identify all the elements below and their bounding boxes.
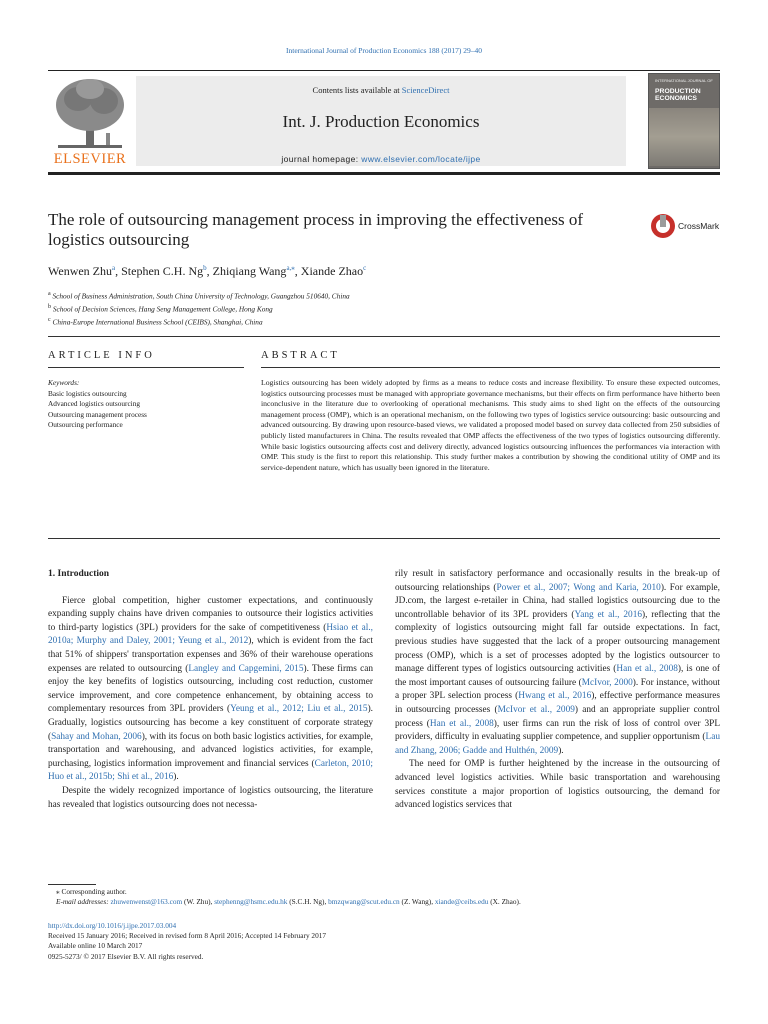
citation-link[interactable]: Han et al., 2008 [429, 718, 494, 729]
citation-link[interactable]: Lau and Zhang, 2006; Gadde and Hulthén, 2009 [395, 732, 720, 756]
cover-image [649, 108, 719, 166]
email-label: E-mail addresses: [56, 897, 111, 907]
masthead-center [136, 76, 626, 166]
text-run: rily result in satisfactory performance and occasionally results in the break-up of outsourcing relationships ( [395, 569, 720, 593]
copyright: 0925-5273/ © 2017 Elsevier B.V. All rights reserved. [48, 951, 204, 961]
citation-link[interactable]: McIvor, 2000 [581, 677, 633, 688]
text-run: ), user firms can run the risk of loss of control over 3PL providers, difficulty in evaluating supplier competence, and supplier opportunism ( [395, 718, 721, 743]
keyword: Outsourcing management process [48, 409, 147, 419]
body-column-left [48, 568, 373, 812]
keywords-label: Keywords: [48, 378, 80, 387]
affiliation-text: School of Decision Sciences, Hang Seng Management College, Hong Kong [52, 304, 273, 314]
citation-link[interactable]: Power et al., 2007; Wong and Karia, 2010 [496, 582, 661, 593]
footnote-rule [48, 884, 96, 885]
text-run: ), is one of the most important causes of outsourcing failure ( [395, 664, 720, 688]
divider [48, 336, 720, 337]
sciencedirect-link[interactable]: ScienceDirect [401, 85, 450, 95]
received-dates: Received 15 January 2016; Received in revised form 8 April 2016; Accepted 14 February 2017 [48, 931, 327, 941]
paragraph [395, 758, 720, 812]
affiliations [48, 289, 350, 328]
email-link[interactable]: zhuwenwenst@163.com [110, 897, 183, 907]
text-run: ). These firms can enjoy the key benefits of logistics outsourcing, including cost reduction, customer service improvement, and core competence enhancement, by obtaining access to complementary resources from 3PL providers ( [48, 663, 373, 715]
journal-masthead [48, 70, 720, 175]
abstract-heading: ABSTRACT [261, 350, 340, 361]
journal-title: Int. J. Production Economics [282, 112, 480, 131]
author-name: Zhiqiang Wang [212, 264, 287, 278]
citation-link[interactable]: Hwang et al., 2016 [518, 691, 592, 702]
crossmark-label: CrossMark [678, 221, 720, 231]
corresponding-author-note: ⁎ Corresponding author. [56, 887, 127, 896]
email-link[interactable]: xiande@ceibs.edu [434, 897, 489, 907]
citation-link[interactable]: McIvor et al., 2009 [497, 704, 575, 715]
text-run: ). [558, 745, 564, 756]
elsevier-logo[interactable] [50, 75, 130, 167]
citation-link[interactable]: Han et al., 2008 [616, 664, 678, 675]
text-run: ), reflecting that the complexity of logistics outsourcing might fall far outside expectations. In fact, previous studies have suggested that the lack of a proper outsourcing management process (OMP), which is a set of processes adopted by the logistics outsourcer to manage different types of logistics outsourcing activities ( [395, 609, 721, 675]
journal-reference[interactable]: International Journal of Production Economics 188 (2017) 29–40 [285, 46, 482, 55]
cover-subtitle: INTERNATIONAL JOURNAL OF [655, 78, 713, 83]
author-affiliation-mark[interactable]: a,⁎ [286, 264, 295, 272]
author[interactable] [121, 264, 207, 278]
affiliation-mark: b [48, 303, 51, 310]
affiliation [48, 289, 350, 302]
text-run: Fierce global competition, higher customer expectations, and continuously expanding supply chains have driven companies to outsource their logistics activities to third-party logistics (3PL) providers for the sake of competitiveness ( [48, 595, 373, 633]
author[interactable] [213, 264, 295, 278]
keywords-block [48, 378, 147, 431]
keyword: Basic logistics outsourcing [48, 388, 127, 398]
citation-link[interactable]: Langley and Capgemini, 2015 [188, 663, 304, 674]
divider [48, 538, 720, 539]
email-link[interactable]: bmzqwang@scut.edu.cn [328, 897, 400, 907]
crossmark-badge[interactable] [650, 212, 730, 240]
text-run: Despite the widely recognized importance of logistics outsourcing, the literature has revealed that logistics outsourcing does not necessa- [48, 785, 373, 810]
section-heading: 1. Introduction [48, 569, 110, 579]
author-name: Stephen C.H. Ng [121, 264, 204, 278]
affiliation-mark: c [48, 316, 51, 323]
cover-title [655, 88, 701, 102]
divider [48, 367, 244, 368]
citation-link[interactable]: Sahay and Mohan, 2006 [51, 731, 142, 742]
contents-label: Contents lists available at [312, 85, 402, 95]
citation-link[interactable]: Hsiao et al., 2010a; Murphy and Daley, 2001; Yeung et al., 2012 [48, 622, 373, 647]
author[interactable] [301, 264, 366, 278]
email-owner: (X. Zhao). [488, 897, 521, 907]
author[interactable] [48, 264, 115, 278]
text-run: ), effective performance measures in outsourcing processes ( [395, 691, 720, 715]
affiliation-text: School of Business Administration, South China University of Technology, Guangzhou 510640, China [52, 291, 350, 301]
author-affiliation-mark[interactable]: c [363, 264, 367, 272]
article-info-heading: ARTICLE INFO [48, 350, 155, 361]
text-run: ). For instance, without a proper 3PL selection process ( [395, 677, 720, 702]
affiliation [48, 315, 350, 328]
author-name: Wenwen Zhu [48, 264, 113, 278]
author-affiliation-mark[interactable]: b [203, 264, 207, 272]
author-list: Wenwen Zhu$^a$, Stephen C.H. Ng$^b$, Zhiqiang Wang$^{a,⁎}$, Xiande Zhao$^c$ [48, 264, 367, 278]
author-affiliation-mark[interactable]: a [112, 264, 116, 272]
keyword: Outsourcing performance [48, 420, 123, 430]
cover-title-line-2: ECONOMICS [655, 95, 697, 102]
text-run: ). Gradually, logistics outsourcing has become a key constituent of corporate strategy ( [48, 704, 373, 742]
email-owner: (W. Zhu), [182, 897, 215, 907]
crossmark-icon [650, 212, 676, 240]
paragraph [395, 568, 720, 758]
cover-title-line-1: PRODUCTION [655, 88, 701, 95]
publisher-name: ELSEVIER [53, 151, 127, 167]
available-online: Available online 10 March 2017 [48, 941, 143, 951]
paragraph [48, 595, 373, 785]
affiliation [48, 302, 350, 315]
footnotes [56, 887, 720, 907]
homepage-link[interactable]: www.elsevier.com/locate/ijpe [361, 154, 481, 164]
affiliation-mark: a [48, 291, 51, 297]
email-owner: (Z. Wang), [399, 897, 435, 907]
homepage-line [136, 154, 626, 164]
citation-link[interactable]: Yeung et al., 2012; Liu et al., 2015 [230, 704, 368, 715]
paragraph [48, 785, 373, 812]
text-run: The need for OMP is further heightened by the increase in the outsourcing of advanced level logistics activities. While basic transportation and warehousing services constitute a major proportion of logistics outsourcing, the demand for advanced logistics services that [395, 759, 720, 811]
text-run: ) and an appropriate supplier control process ( [395, 704, 721, 729]
divider [261, 367, 720, 368]
abstract-text: Logistics outsourcing has been widely adopted by firms as a means to reduce costs and increase flexibility. To ensure these expected outcomes, logistics outsourcing processes must be managed with appropriate governance mechanisms, but their effects on firm performance have hitherto been inconclusive in the literature due to overlooking of operational mechanisms. This study aims to shed light on the effects of the outsourcing management process (OMP), which is an operational mechanism, on the following two types of logistics service outsourcing: basic outsourcing and advanced outsourcing. By drawing upon resource-based views, we validated a proposed model based on survey data collected from 250 subsidies of publicly listed manufacturers in China. The results revealed that OMP affects the effectiveness of the two types of logistics outsourcing differently. While basic logistics outsourcing affects cost and delivery directly, advanced logistics outsourcing influences the performances via interaction with OMP. This study is the first to report this relationship. This study further makes a contribution by showing the conditional utility of OMP and its service-dependent nature, which has usually been ignored in the literature. [261, 378, 720, 472]
article-title: The role of outsourcing management process in improving the effectiveness of logistics outsourcing [48, 210, 584, 249]
email-addresses [56, 897, 720, 907]
contents-line [136, 85, 626, 95]
email-owner: (S.C.H. Ng), [287, 897, 329, 907]
email-link[interactable]: stephenng@hsmc.edu.hk [214, 897, 288, 907]
keyword: Advanced logistics outsourcing [48, 399, 141, 409]
citation-link[interactable]: Yang et al., 2016 [574, 609, 642, 620]
text-run: ), with its focus on both basic logistics activities, for example, transportation and warehousing, and advanced logistics activities, for example, purchasing, logistics information improvement and financial services ( [48, 731, 373, 769]
publication-info [48, 921, 720, 962]
text-run: ). [173, 772, 179, 783]
body-column-right [395, 568, 720, 813]
doi-link[interactable]: http://dx.doi.org/10.1016/j.ijpe.2017.03.004 [48, 921, 177, 930]
citation-link[interactable]: Carleton, 2010; Huo et al., 2015b; Shi et al., 2016 [48, 758, 374, 783]
affiliation-text: China-Europe International Business School (CEIBS), Shanghai, China [52, 317, 263, 327]
journal-cover[interactable] [648, 73, 720, 169]
homepage-label: journal homepage: [281, 154, 362, 164]
text-run: ). For example, JD.com, the largest e-retailer in China, had stalled logistics outsourcing due to the uncontrollable behavior of its 3PL providers ( [395, 582, 720, 620]
author-name: Xiande Zhao [300, 264, 364, 278]
text-run: ), which is evident from the fact that 51% of shippers' transportation expenses and 36% of their warehouse operations expenses are related to outsourcing ( [48, 636, 374, 674]
